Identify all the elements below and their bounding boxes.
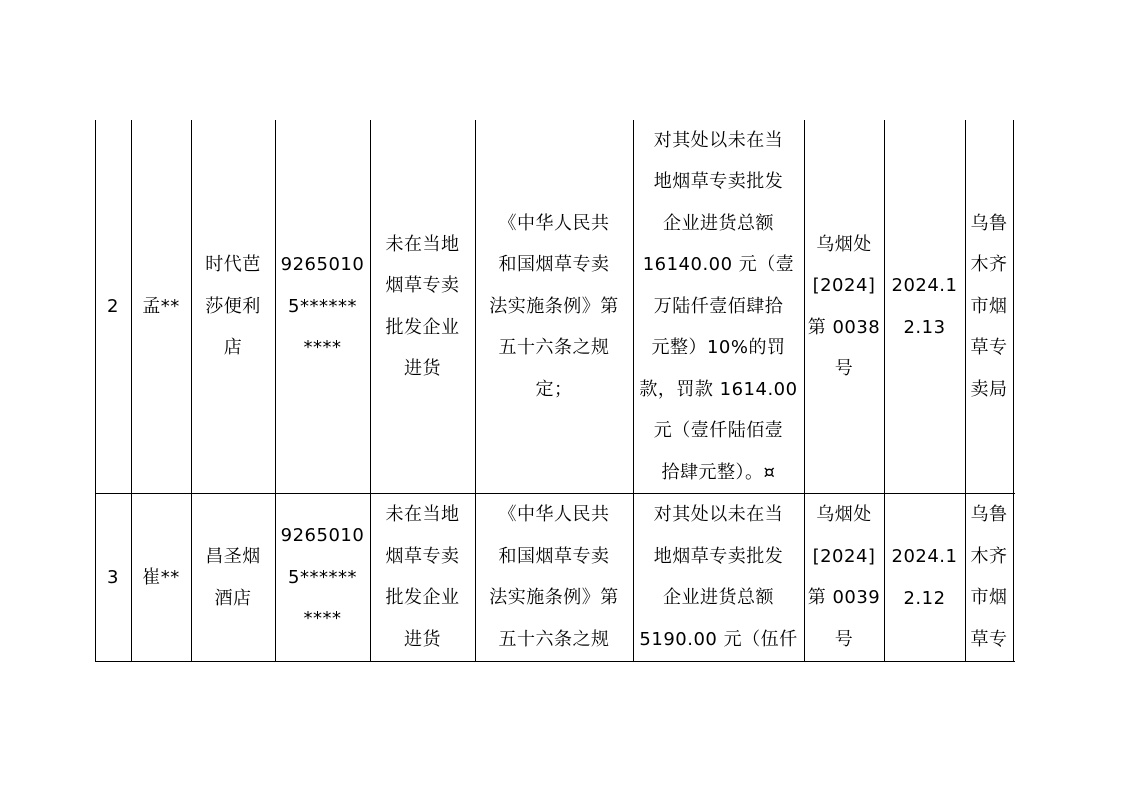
table-cell-doc-no — [804, 494, 884, 661]
penalty-content: 对其处以未在当 地烟草专卖批发 企业进货总额 5190.00 元（伍仟 — [639, 504, 798, 650]
penalty-table — [95, 120, 1015, 662]
store-name: 昌圣烟 酒店 — [205, 546, 261, 609]
table-cell-store — [191, 120, 275, 493]
table-cell-store — [191, 494, 275, 661]
table-cell-name — [131, 120, 191, 493]
legal-basis: 《中华人民共 和国烟草专卖 法实施条例》第 五十六条之规 定； — [489, 212, 619, 400]
row-index: 2 — [107, 295, 119, 317]
issuing-authority: 乌鲁 木齐 市烟 草专 — [970, 504, 1008, 650]
table-border-bottom — [95, 661, 1015, 662]
table-cell-penalty — [633, 120, 804, 493]
credit-code: 9265010 5****** **** — [280, 254, 365, 359]
table-cell-authority — [965, 494, 1013, 661]
decision-date: 2024.1 2.13 — [891, 275, 958, 338]
row-index: 3 — [107, 566, 119, 588]
table-cell-doc-no — [804, 120, 884, 493]
store-name: 时代芭 莎便利 店 — [205, 254, 261, 359]
table-cell-name — [131, 494, 191, 661]
table-cell-authority — [965, 120, 1013, 493]
decision-date: 2024.1 2.12 — [891, 546, 958, 609]
decision-number: 乌烟处 [2024] 第 0039 号 — [807, 504, 881, 650]
issuing-authority: 乌鲁 木齐 市烟 草专 卖局 — [970, 212, 1008, 400]
violation-description: 未在当地 烟草专卖 批发企业 进货 — [385, 233, 460, 379]
party-name: 崔** — [142, 566, 180, 588]
table-cell-violation — [370, 120, 475, 493]
table-cell-penalty — [633, 494, 804, 661]
table-cell-violation — [370, 494, 475, 661]
table-cell-index — [95, 120, 131, 493]
violation-description: 未在当地 烟草专卖 批发企业 进货 — [385, 504, 460, 650]
table-border-right — [1013, 120, 1014, 662]
table-cell-code — [275, 494, 370, 661]
table-cell-code — [275, 120, 370, 493]
decision-number: 乌烟处 [2024] 第 0038 号 — [807, 233, 881, 379]
table-cell-date — [884, 120, 965, 493]
legal-basis: 《中华人民共 和国烟草专卖 法实施条例》第 五十六条之规 — [489, 504, 619, 650]
penalty-content: 对其处以未在当 地烟草专卖批发 企业进货总额 16140.00 元（壹 万陆仟壹佰肆拾 元整）10%的罚 款，罚款 1614.00 元（壹仟陆佰壹 拾肆元整）。¤ — [639, 129, 798, 483]
table-cell-index — [95, 494, 131, 661]
credit-code: 9265010 5****** **** — [280, 525, 365, 630]
table-cell-law — [475, 494, 633, 661]
table-cell-date — [884, 494, 965, 661]
party-name: 孟** — [142, 295, 180, 317]
table-cell-law — [475, 120, 633, 493]
